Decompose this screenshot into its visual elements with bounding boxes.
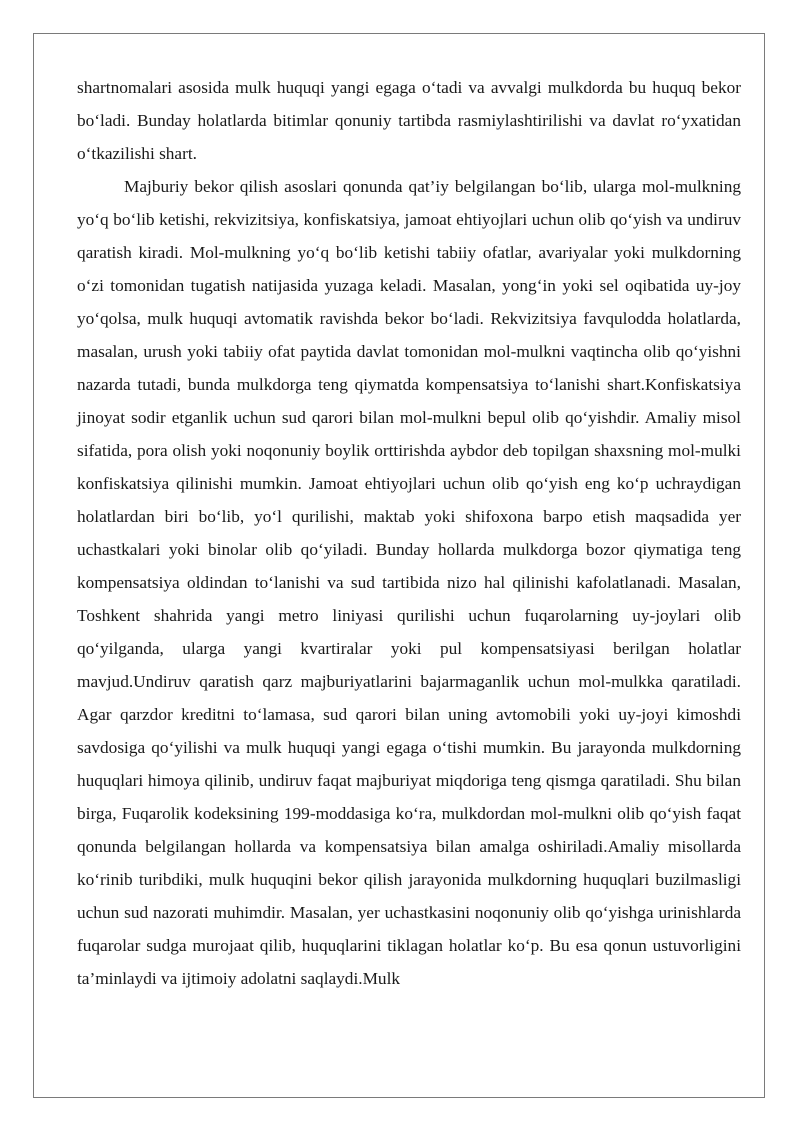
paragraph-continuation: shartnomalari asosida mulk huquqi yangi egaga o‘tadi va avvalgi mulkdorda bu huquq bekor bo‘ladi. Bunday holatlarda bitimlar qonuniy tartibda rasmiylashtirilishi va davlat ro‘yxatidan o‘tkazilishi shart. bbox=[77, 78, 741, 163]
document-body bbox=[77, 71, 741, 995]
paragraph-compulsory-termination: Majburiy bekor qilish asoslari qonunda qat’iy belgilangan bo‘lib, ularga mol-mulkning yo‘q bo‘lib ketishi, rekvizitsiya, konfiskatsiya, jamoat ehtiyojlari uchun olib qo‘yish va undiruv qaratish kiradi. Mol-mulkning yo‘q bo‘lib ketishi tabiiy ofatlar, avariyalar yoki mulkdorning o‘zi tomonidan tugatish natijasida yuzaga keladi. Masalan, yong‘in yoki sel oqibatida uy-joy yo‘qolsa, mulk huquqi avtomatik ravishda bekor bo‘ladi. Rekvizitsiya favqulodda holatlarda, masalan, urush yoki tabiiy ofat paytida davlat tomonidan mol-mulkni vaqtincha olib qo‘yishni nazarda tutadi, bunda mulkdorga teng qiymatda kompensatsiya to‘lanishi shart.Konfiskatsiya jinoyat sodir etganlik uchun sud qarori bilan mol-mulkni bepul olib qo‘yishdir. Amaliy misol sifatida, pora olish yoki noqonuniy boylik orttirishda aybdor deb topilgan shaxsning mol-mulki konfiskatsiya qilinishi mumkin. Jamoat ehtiyojlari uchun olib qo‘yish eng ko‘p uchraydigan holatlardan biri bo‘lib, yo‘l qurilishi, maktab yoki shifoxona barpo etish maqsadida yer uchastkalari yoki binolar olib qo‘yiladi. Bunday hollarda mulkdorga bozor qiymatiga teng kompensatsiya oldindan to‘lanishi va sud tartibida nizo hal qilinishi kafolatlanadi. Masalan, Toshkent shahrida yangi metro liniyasi qurilishi uchun fuqarolarning uy-joylari olib qo‘yilganda, ularga yangi kvartiralar yoki pul kompensatsiyasi berilgan holatlar mavjud.Undiruv qaratish qarz majburiyatlarini bajarmaganlik uchun mol-mulkka qaratiladi. Agar qarzdor kreditni to‘lamasa, sud qarori bilan uning avtomobili yoki uy-joyi kimoshdi savdosiga qo‘yilishi va mulk huquqi yangi egaga o‘tishi mumkin. Bu jarayonda mulkdorning huquqlari himoya qilinib, undiruv faqat majburiyat miqdoriga teng qismga qaratiladi. Shu bilan birga, Fuqarolik kodeksining 199-moddasiga ko‘ra, mulkdordan mol-mulkni olib qo‘yish faqat qonunda belgilangan hollarda va kompensatsiya bilan amalga oshiriladi.Amaliy misollarda ko‘rinib turibdiki, mulk huquqini bekor qilish jarayonida mulkdorning huquqlari buzilmasligi uchun sud nazorati muhimdir. Masalan, yer uchastkasini noqonuniy olib qo‘yishga urinishlarda fuqarolar sudga murojaat qilib, huquqlarini tiklagan holatlar ko‘p. Bu esa qonun ustuvorligini ta’minlaydi va ijtimoiy adolatni saqlaydi.Mulk bbox=[77, 177, 741, 988]
